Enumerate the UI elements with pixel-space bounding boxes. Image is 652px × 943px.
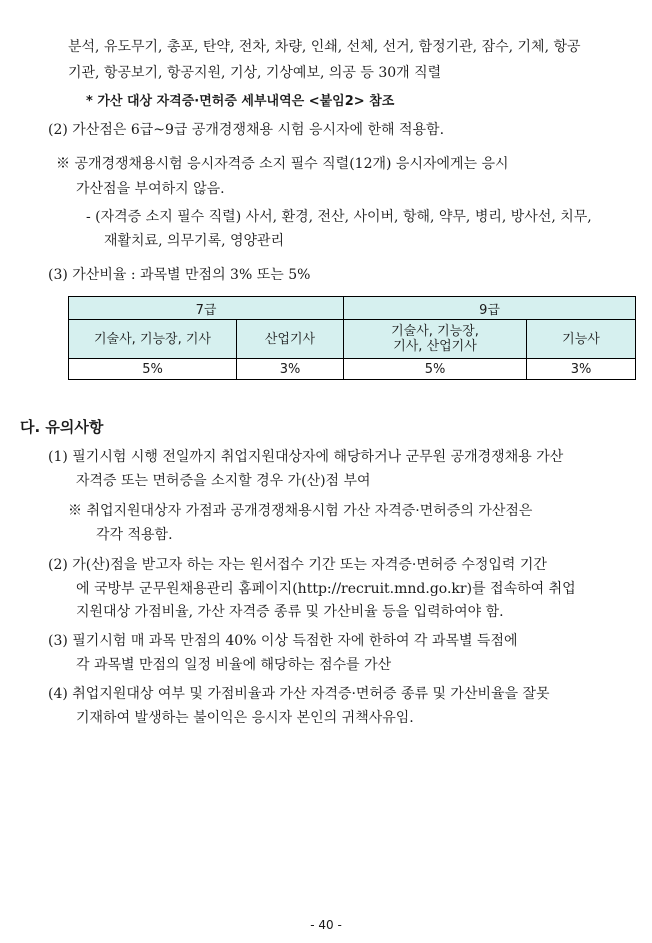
text-line: - (자격증 소지 필수 직렬) 사서, 환경, 전산, 사이버, 항해, 약무, 병리, 방사선, 치무, (86, 209, 592, 225)
text-line: 자격증 또는 면허증을 소지할 경우 가(산)점 부여 (76, 473, 371, 489)
table-cell: 3% (527, 359, 636, 380)
table-column-header: 기술사, 기능장, 기사 (69, 320, 237, 359)
table-cell: 5% (69, 359, 237, 380)
table-cell: 3% (237, 359, 344, 380)
note-line: 가산점을 부여하지 않음. (76, 181, 225, 197)
note-line: ※ 취업지원대상자 가점과 공개경쟁채용시험 가산 자격증·면허증의 가산점은 (68, 503, 533, 519)
header-line: 기사, 산업기사 (393, 339, 477, 354)
page-number: - 40 - (310, 918, 342, 932)
text-line: (3) 가산비율 : 과목별 만점의 3% 또는 5% (48, 267, 311, 283)
section-heading: 다. 유의사항 (20, 418, 104, 436)
text-line: 분석, 유도무기, 총포, 탄약, 전차, 차량, 인쇄, 선체, 선거, 함정기관, 잠수, 기체, 항공 (68, 39, 581, 55)
reference-note: * 가산 대상 자격증·면허증 세부내역은 <붙임2> 참조 (86, 94, 395, 109)
note-line: 각각 적용함. (96, 527, 173, 543)
text-line: (4) 취업지원대상 여부 및 가점비율과 가산 자격증·면허증 종류 및 가산비율을 잘못 (48, 686, 550, 702)
text-line: (2) 가(산)점을 받고자 하는 자는 원서접수 기간 또는 자격증·면허증 수정입력 기간 (48, 557, 547, 573)
text-line: 각 과목별 만점의 일정 비율에 해당하는 점수를 가산 (76, 657, 392, 673)
text-line: (2) 가산점은 6급~9급 공개경쟁채용 시험 응시자에 한해 적용함. (48, 122, 445, 138)
text-line: 기관, 항공보기, 항공지원, 기상, 기상예보, 의공 등 30개 직렬 (68, 65, 442, 81)
table-cell: 5% (344, 359, 527, 380)
text-line: 지원대상 가점비율, 가산 자격증 종류 및 가산비율 등을 입력하여야 함. (76, 604, 504, 620)
text-line: (3) 필기시험 매 과목 만점의 40% 이상 득점한 자에 한하여 각 과목별 득점에 (48, 633, 518, 649)
note-line: ※ 공개경쟁채용시험 응시자격증 소지 필수 직렬(12개) 응시자에게는 응시 (56, 156, 509, 172)
table-group-header: 9급 (344, 297, 636, 320)
text-line: (1) 필기시험 시행 전일까지 취업지원대상자에 해당하거나 군무원 공개경쟁채용 가산 (48, 449, 564, 465)
header-line: 기술사, 기능장, (391, 324, 479, 339)
bonus-ratio-table (68, 296, 636, 380)
table-column-header (344, 320, 527, 359)
table-column-header: 산업기사 (237, 320, 344, 359)
table-group-header: 7급 (69, 297, 344, 320)
text-line: 에 국방부 군무원채용관리 홈페이지(http://recruit.mnd.go.kr)를 접속하여 취업 (76, 581, 576, 597)
table-column-header: 기능사 (527, 320, 636, 359)
text-line: 기재하여 발생하는 불이익은 응시자 본인의 귀책사유임. (76, 710, 414, 726)
text-line: 재활치료, 의무기록, 영양관리 (104, 233, 285, 249)
